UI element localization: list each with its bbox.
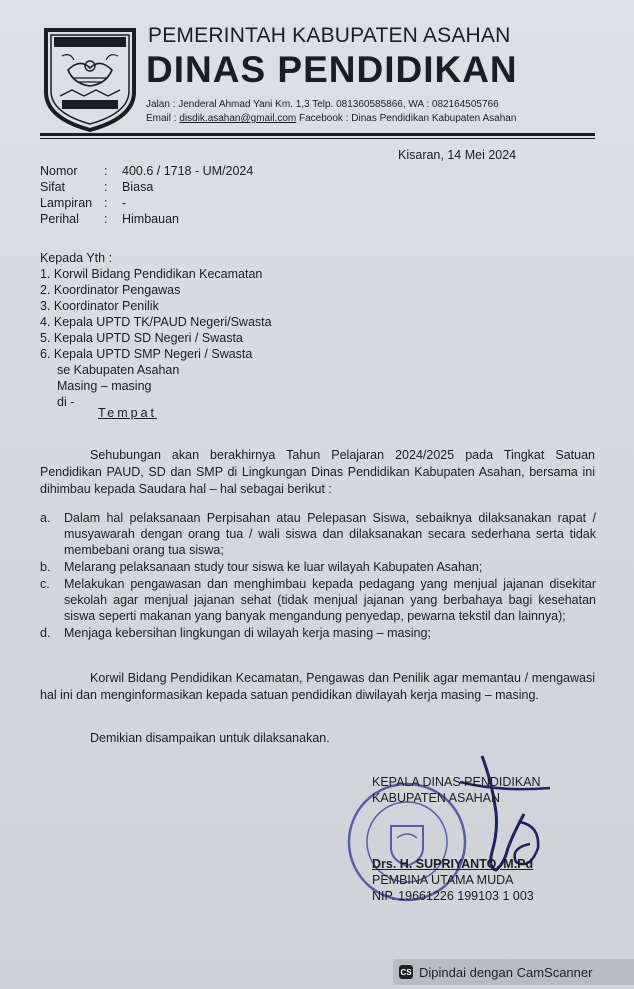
point-text: Menjaga kebersihan lingkungan di wilayah kerja masing – masing; — [64, 626, 431, 640]
meta-value-perihal: Himbauan — [122, 212, 179, 226]
handwritten-signature-icon — [400, 752, 560, 892]
department-name: DINAS PENDIDIKAN — [146, 49, 518, 90]
signature-title: KEPALA DINAS PENDIDIKAN — [372, 775, 541, 789]
recipient-area: se Kabupaten Asahan — [57, 363, 180, 377]
recipient-item: 4. Kepala UPTD TK/PAUD Negeri/Swasta — [40, 315, 272, 329]
header-rule-thick — [40, 133, 595, 136]
meta-label-sifat: Sifat — [40, 180, 66, 194]
meta-value-lampiran: - — [122, 196, 127, 210]
meta-colon: : — [104, 196, 108, 210]
asahan-logo-icon — [40, 26, 140, 134]
recipient-item: 1. Korwil Bidang Pendidikan Kecamatan — [40, 267, 263, 281]
email-label: Email : — [146, 113, 180, 124]
meta-colon: : — [104, 180, 108, 194]
recipient-item: 5. Kepala UPTD SD Negeri / Swasta — [40, 331, 243, 345]
point-key: d. — [40, 626, 51, 640]
recipient-di: di - — [57, 395, 75, 409]
point-key: b. — [40, 560, 51, 574]
meta-value-sifat: Biasa — [122, 180, 154, 194]
closing-paragraph: Korwil Bidang Pendidikan Kecamatan, Pengawas dan Penilik agar memantau / mengawasi hal ini dan menginformasikan kepada satuan pendidikan diwilayah kerja masing – masing. — [40, 671, 595, 702]
email-link[interactable]: disdik.asahan@gmail.com — [179, 113, 297, 124]
address-block — [146, 98, 516, 126]
signature-subtitle: KABUPATEN ASAHAN — [372, 791, 501, 805]
org-name: PEMERINTAH KABUPATEN ASAHAN — [148, 24, 511, 47]
closing-statement: Demikian disampaikan untuk dilaksanakan. — [90, 731, 330, 745]
facebook-text: Facebook : Dinas Pendidikan Kabupaten Asahan — [296, 113, 517, 124]
recipient-block — [40, 250, 272, 410]
point-key: c. — [40, 577, 50, 591]
point-text: Melakukan pengawasan dan menghimbau kepada pedagang yang menjual jajanan disekitar sekolah agar menjual jajanan sehat (tidak menjual jajanan yang berbahaya bagi kesehatan siswa seperti makanan yang banyak mengandung penyedap, pewarna tekstil dan lainnya); — [64, 577, 596, 623]
recipient-masing: Masing – masing — [57, 379, 152, 393]
points-list — [40, 510, 596, 642]
meta-label-nomor: Nomor — [40, 164, 78, 178]
recipient-item: 2. Koordinator Pengawas — [40, 283, 181, 297]
meta-colon: : — [104, 212, 108, 226]
letter-date: Kisaran, 14 Mei 2024 — [398, 148, 517, 162]
contact-line — [146, 112, 516, 126]
address-line: Jalan : Jenderal Ahmad Yani Km. 1,3 Telp. 081360585866, WA : 082164505766 — [146, 99, 499, 110]
meta-value-nomor: 400.6 / 1718 - UM/2024 — [122, 164, 254, 178]
greeting: Kepada Yth : — [40, 251, 113, 265]
meta-colon: : — [104, 164, 108, 178]
signatory-name: Drs. H. SUPRIYANTO, M.Pd — [372, 857, 534, 871]
point-text: Dalam hal pelaksanaan Perpisahan atau Pelepasan Siswa, sebaiknya dilaksanakan rapat / musyawarah dengan orang tua / wali siswa dan dilaksanakan secara sederhana serta tidak membebani orang tua siswa; — [64, 511, 596, 557]
meta-label-perihal: Perihal — [40, 212, 79, 226]
intro-paragraph: Sehubungan akan berakhirnya Tahun Pelajaran 2024/2025 pada Tingkat Satuan Pendidikan PAUD, SD dan SMP di Lingkungan Dinas Pendidikan Kabupaten Asahan, bersama ini dihimbau kepada Saudara hal – hal sebagai berikut : — [40, 448, 595, 496]
tempat-label: Tempat — [98, 406, 157, 420]
scanner-watermark — [393, 959, 634, 985]
header-rule-thin — [40, 138, 595, 139]
point-text: Melarang pelaksanaan study tour siswa ke luar wilayah Kabupaten Asahan; — [64, 560, 483, 574]
signatory-rank: PEMBINA UTAMA MUDA — [372, 873, 514, 887]
list-item — [40, 559, 596, 575]
recipient-item: 3. Koordinator Penilik — [40, 299, 159, 313]
list-item — [40, 510, 596, 558]
camscanner-icon: CS — [399, 965, 413, 979]
list-item — [40, 576, 596, 624]
point-key: a. — [40, 511, 51, 525]
recipient-item: 6. Kepala UPTD SMP Negeri / Swasta — [40, 347, 253, 361]
meta-label-lampiran: Lampiran — [40, 196, 93, 210]
signatory-nip: NIP. 19661226 199103 1 003 — [372, 889, 534, 903]
watermark-text: Dipindai dengan CamScanner — [419, 964, 593, 980]
list-item — [40, 625, 596, 641]
